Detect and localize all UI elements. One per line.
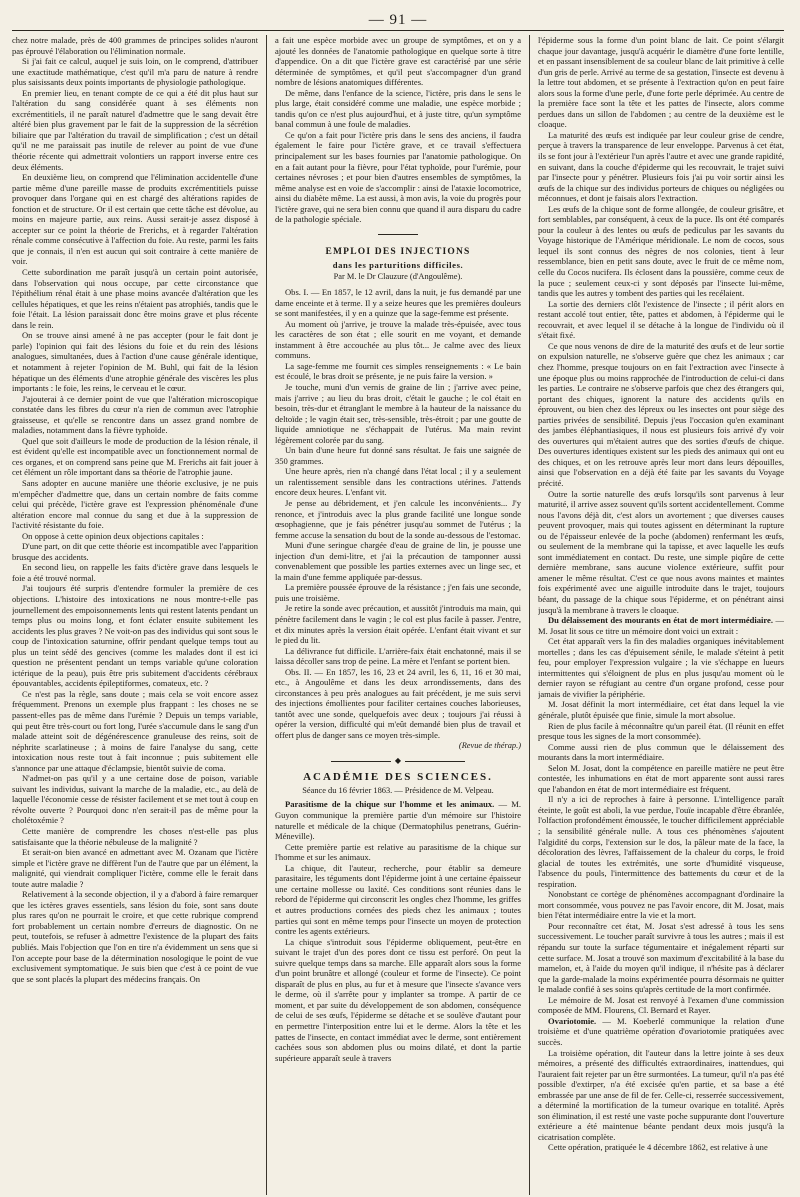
- paragraph: Les œufs de la chique sont de forme allongée, de couleur grisâtre, et fort semblables, par conséquent, à ceux de la puce. Ils ont été comparés pour la couleur à des lentes ou œufs de pediculus par les savants du Voyage historique de l'Amérique méridionale. Le nom de cocos, sous lequel ils sont connus des nègres de nos colonies, tient à leur ressemblance, bien en petit sans doute, avec le fruit de ce même nom, celle du Cocos nucifera. Ils éclosent dans la poussière, comme ceux de la puce ; seulement ceux-ci y sont déposés par l'insecte lui-même, tandis que les autres y tombent des parties qui les recélaient.: [538, 203, 784, 299]
- paragraph: J'ajouterai à ce dernier point de vue que l'altération microscopique constatée dans les fibres du cœur n'a rien de commun avec l'atrophie graisseuse, et qu'elle se rencontre dans un assez grand nombre de maladies, notamment dans la fièvre typhoïde.: [12, 393, 258, 436]
- section-heading: ACADÉMIE DES SCIENCES.: [303, 771, 493, 784]
- paragraph: Rien de plus facile à méconnaître qu'un pareil état. (Il réunit en effet presque tous les signes de la mort consommée).: [538, 720, 784, 742]
- paragraph: Du délaissement des mourants en état de mort intermédiaire. — M. Josat lit sous ce titre un mémoire dont voici un extrait :: [538, 615, 784, 636]
- column-1: [12, 35, 258, 1195]
- paragraph: Relativement à la seconde objection, il y a d'abord à faire remarquer que les ictères graves essentiels, sans lésion du foie, sont sans doute plus rares qu'on ne pourrait le croire, et que cette rubrique comprend fort probablement un certain nombre d'erreurs de diagnostic. On ne peut, toutefois, se refuser à admettre l'existence de la plupart des faits publiés. Mais l'objection que l'on en tire n'a évidemment un sens que si l'on accepte pour base de la détermination nosologique le point de vue exclusivement symptomatique. Je suis bien que c'est à ce point de vue que se sont placés la plupart des médecins français. On: [12, 889, 258, 984]
- paragraph: Un bain d'une heure fut donné sans résultat. Je fais une saignée de 350 grammes.: [275, 445, 521, 466]
- paragraph: D'une part, on dit que cette théorie est incompatible avec l'apparition brusque des accidents.: [12, 541, 258, 562]
- paragraph: Cette subordination me paraît jusqu'à un certain point autorisée, dans l'observation qui nous occupe, par cette circonstance que l'épithélium rénal était à une phase moins avancée d'altération que les cellules hépatiques, et que les reins n'étaient pas atrophiés, tandis que le foie l'était. La lésion paraissait donc être moins grave et plus récente dans le rein.: [12, 267, 258, 330]
- paragraph: Au moment où j'arrive, je trouve la malade très-épuisée, avec tous les caractères de son état ; elle sourit en me voyant, et demande instamment à être accouchée au plus tôt... Je calme avec des lieux communs.: [275, 318, 521, 361]
- paragraph: J'ai toujours été surpris d'entendre formuler la première de ces objections. L'histoire des intoxications ne nous montre-t-elle pas journellement des empoisonnements lents qui restent latents pendant un temps plus ou moins long, et font éclater ensuite subitement les accidents les plus graves ? Ne voit-on pas des individus qui sont sous le coup de l'intoxication saturnine, offrir pendant quelque temps tout au plus un teint sédé des gencives (comme les malades dont il est ici question ne présentent pendant un temps variable qu'une coloration ictérique de la peau), puis être pris subitement d'accidents cérébraux épouvantables, accidents épileptiformes, comateux, etc. ?: [12, 583, 258, 689]
- paragraph: De même, dans l'enfance de la science, l'ictère, pris dans le sens le plus large, était considéré comme une maladie, une espèce morbide ; tandis qu'on ce n'est plus aujourd'hui, et à juste titre, qu'un symptôme banal commun à une foule de maladies.: [275, 87, 521, 130]
- paragraph: La sage-femme me fournit ces simples renseignements : « Le bain est écoulé, le bras droit se présente, je ne puis faire la version. »: [275, 360, 521, 382]
- paragraph: Et serait-on bien avancé en admettant avec M. Ozanam que l'ictère simple et l'ictère grave ne diffèrent l'un de l'autre que par un élément, la malignité, qui viendrait compliquer l'ictère, comme elle le ferait dans toute autre maladie ?: [12, 847, 258, 889]
- article-subtitle: dans les parturitions difficiles.: [332, 259, 464, 270]
- paragraph: Cette opération, pratiquée le 4 décembre 1862, est relative à une: [548, 1142, 768, 1153]
- paragraph: Muni d'une seringue chargée d'eau de graine de lin, je pousse une injection d'un demi-litre, et j'ai la précaution de tamponner aussi convenablement que possible les parties externes avec un linge sec, et la main d'une femme appliquée par-dessus.: [275, 540, 521, 582]
- paragraph: La troisième opération, dit l'auteur dans la lettre jointe à ses deux mémoires, a présenté des difficultés extraordinaires, inattendues, qui l'auraient fait rejeter par un être surmontées. La tumeur, qu'il n'a pas été possible d'extirper, n'a été excisée qu'en partie, et sa base a été embrassée par une anse de fil de fer. Celle-ci, resserrée successivement, a déterminé la mortification de la tumeur ovarique en totalité. Après son élimination, il est resté une vaste poche suppurante dont l'ouverture extérieure a été maintenue béante pendant deux mois jusqu'à la cicatrisation complète.: [538, 1047, 784, 1142]
- article-title: EMPLOI DES INJECTIONS: [325, 247, 471, 258]
- paragraph: Le mémoire de M. Josat est renvoyé à l'examen d'une commission composée de MM. Flourens, Cl. Bernard et Rayer.: [538, 994, 784, 1016]
- paragraph: Cet état apparaît vers la fin des maladies organiques inévitablement mortelles ; dans les cas d'épuisement sénile, le malade s'éteint à petit feu, pour employer l'expression vulgaire ; la vie s'échappe en lueurs intermittentes qui s'éloignent de plus en plus jusqu'au moment où le dernier rayon se réfugiant au centre d'un organe profond, cesse pour jamais de vivifier la périphérie.: [538, 636, 784, 699]
- paragraph: La chique s'introduit sous l'épiderme obliquement, peut-être en suivant le trajet d'un des pores dont ce tissu est perforé. On peut la suivre quelque temps dans sa marche. Elle apparaît alors sous la forme d'un point brunâtre et allongé (couleur et forme de l'insecte). Ce point disparaît de plus en plus, au fur et à mesure que l'insecte s'avance vers le derme, où il s'arrête pour y implanter sa trompe. A partir de ce moment, et par suite du développement de son abdomen, conséquence de celui de ses œufs, l'épiderme se détache et se soulève d'autant pour en permettre l'interposition entre lui et le derme. Alors la tête et les pattes de l'insecte, en contact immédiat avec le derme, sont entièrement cachées sous son abdomen plus ou moins dilaté, et dont la partie supérieure apparaît seule à travers: [275, 936, 521, 1063]
- paragraph: On oppose à cette opinion deux objections capitales :: [22, 530, 204, 541]
- paragraph: Selon M. Josat, dont la compétence en pareille matière ne peut être contestée, les inhumations en état de mort apparente sont aussi rares que l'abandon en état de mort intermédiaire est fréquent.: [538, 762, 784, 794]
- session-line: Séance du 16 février 1863. — Présidence de M. Velpeau.: [302, 785, 494, 795]
- article-author: Par M. le Dr Clauzure (d'Angoulême).: [333, 272, 463, 282]
- paragraph: Obs. I. — En 1857, le 12 avril, dans la nuit, je fus demandé par une dame enceinte et à terme. Il y a seize heures que les premières douleurs se sont manifestées, il y en a quinze que la sage-femme est présente.: [275, 287, 521, 319]
- ornament-divider: ◆: [275, 755, 521, 766]
- paragraph: chez notre malade, près de 400 grammes de principes solides n'auront pas éprouvé l'élaboration ou l'élimination normale.: [12, 35, 258, 56]
- paragraph: Je pense au débridement, et j'en calcule les inconvénients... J'y renonce, et j'introduis avec la plus grande facilité une longue sonde œsophagienne, que je fais pénétrer jusqu'au sommet de l'utérus ; la femme accuse la sensation du bout de la sonde au-dessous de l'estomac.: [275, 497, 521, 540]
- source-signature: (Revue de thérap.): [458, 740, 521, 750]
- paragraph: La maturité des œufs est indiquée par leur couleur grise de cendre, perçue à travers la transparence de leur enveloppe. Parvenus à cet état, ils se font jour à l'extérieur l'un après l'autre et avec une grande rapidité, en suivant, dans la couche d'épiderme qui les recouvrait, le trajet suivi par l'insecte pour y pénétrer. Plusieurs fois j'ai pu voir sortir ainsi les œufs de la chique sur des individus porteurs de chiques ou négligées ou méconnues, et dont je faisais alors l'extraction.: [538, 129, 784, 204]
- section-divider: [275, 229, 521, 240]
- paragraph: Comme aussi rien de plus commun que le délaissement des mourants dans la mort intermédiaire.: [538, 741, 784, 763]
- columns: [12, 35, 784, 1195]
- paragraph: Sans adopter en aucune manière une théorie exclusive, je ne puis m'empêcher d'admettre que, dans un certain nombre de faits comme celui qui précède, l'ictère grave est l'expression phénoménale d'une altération encore mal connue du sang et due à la suppression de l'activité résistante du foie.: [12, 477, 258, 531]
- header-rule: [12, 30, 784, 31]
- paragraph: Cette manière de comprendre les choses n'est-elle pas plus satisfaisante que la théorie nébuleuse de la malignité ?: [12, 826, 258, 847]
- paragraph: La sortie des derniers clôt l'existence de l'insecte ; il périt alors en restant accolé tout entier, tête, pattes et abdomen, à l'épiderme qui le recouvrait, et avec lequel il se détache à la longue de l'individu où il s'était fixé.: [538, 298, 784, 341]
- paragraph: La première poussée éprouve de la résistance ; j'en fais une seconde, puis une troisième.: [275, 582, 521, 603]
- paragraph: Je touche, muni d'un vernis de graine de lin ; j'arrive avec peine, mais j'arrive ; au lieu du bras droit, c'était le gauche ; le col était en besoin, très-dur et étranglant le membre à la hauteur de la naissance du deltoïde ; le vagin était sec, très-sensible, très-étroit ; par une goutte de liquide amniotique ne s'échappait de l'utérus. Ma main revint légèrement colorée par du sang.: [275, 381, 521, 445]
- paragraph: N'admet-on pas qu'il y a une certaine dose de poison, variable suivant les individus, suivant la marche de la maladie, etc., au delà de laquelle l'économie cesse de résister facilement et se met tout à coup en révolte ouverte ? Pourquoi donc n'en serait-il pas de même pour la cholétoxémie ?: [12, 773, 258, 826]
- paragraph: Ce n'est pas la règle, sans doute ; mais cela se voit encore assez fréquemment. Prenons un exemple plus frappant : les choses ne se passent-elles pas de même dans l'urémie ? Depuis un temps variable, qui peut être très-court ou fort long, l'urée s'accumule dans le sang d'un malade atteint soit de dégénérescence granuleuse des reins, soit de néphrite scarlatineuse ; à moins de faire l'analyse du sang, cette intoxication nous reste tout à fait inconnue ; puis subitement elle s'annonce par une attaque d'éclampsie, bientôt suivie de coma.: [12, 688, 258, 773]
- run-in-heading: Parasitisme de la chique sur l'homme et les animaux.: [285, 799, 495, 810]
- paragraph: Pour reconnaître cet état, M. Josat s'est adressé à tous les sens successivement. Le toucher paraît survivre à tous les autres ; mais il est répandu sur toute la surface tégumentaire et inégalement réparti sur cette surface. M. Josat a trouvé son maximum d'excitabilité à la base du mamelon, et, à l'aide du moyen qu'il indique, il n'hésite pas à déclarer que la garde-malade la moins expérimentée pourra désormais ne quitter le malade confié à ses soins qu'après certitude de la mort confirmée.: [538, 920, 784, 995]
- paragraph: Je retire la sonde avec précaution, et aussitôt j'introduis ma main, qui pénètre facilement dans le vagin ; le col est plus facile à passer. J'entre, et dix minutes après la version était opérée. L'enfant était vivant et sur le pied du lit.: [275, 603, 521, 646]
- paragraph: a fait une espèce morbide avec un groupe de symptômes, et on y a ajouté les données de l'anatomie pathologique en quelque sorte à titre d'appendice. On a dit que l'ictère grave est caractérisé par une série déterminée de symptômes, et qu'il peut s'accompagner d'un grand nombre de lésions anatomiques différentes.: [275, 35, 521, 88]
- paragraph: Ce que nous venons de dire de la maturité des œufs et de leur sortie on expulsion naturelle, ne s'observe guère que chez les animaux ; car chez l'homme, presque toujours on en fait l'extraction avec l'insecte à une époque plus ou moins rapprochée de l'introduction de celui-ci dans les parties. Le contraire ne s'observe parfois que chez des étrangers qui, portant des chiques, ignorent la nature des accidents qu'ils en éprouvent, ou bien chez des lépreux ou les insectes ont pour siège des parties privées de sensibilité. Depuis j'eus l'occasion qu'en examinant des jambes éléphantiasiques, il nous est plusieurs fois arrivé d'y voir des ouvertures qui m'étaient autres que des sorties d'œufs de chique. Des ouvertures identiques existent sur les pieds des animaux qui ont eu des chiques, et on les retrouve après leur mort dans leurs dépouilles, ainsi que l'observation en a déjà été faite par les savants du Voyage précité.: [538, 340, 784, 488]
- paragraph: En deuxième lieu, on comprend que l'élimination accidentelle d'une partie même d'une pareille masse de produits excrémentitiels puisse provoquer dans l'organe qui en est chargé des altérations rapides de fonction et de structure. Or il est certain que cette tâche est dévolue, au moins en majeure partie, aux reins. Aussi serait-je assez disposé à accepter sur ce point la théorie de Frerichs, et à regarder l'altération rénale comme consécutive à l'affection du foie. Au reste, parmi les faits que je connais, il n'en est aucun qui soit contraire à cette manière de voir.: [12, 172, 258, 267]
- paragraph: Ce qu'on a fait pour l'ictère pris dans le sens des anciens, il faudra également le faire pour l'ictère grave, et ce travail s'effectuera principalement sur les bases fournies par l'anatomie pathologique. On en a fait autant pour la fièvre, pour l'état typhoïde, pour l'urémie, pour certaines névroses ; et pour bien d'autres ensembles de symptômes, la même analyse est en voie de s'accomplir : ainsi de l'ataxie locomotrice, ainsi du diabète même. La est aussi, à mon avis, la voie du progrès pour l'ictère grave, qui ne sera bien connu que quand il aura disparu du cadre de la pathologie spéciale.: [275, 129, 521, 225]
- paragraph: Ovariotomie. — M. Koeberlé communique la relation d'une troisième et d'une quatrième opération d'ovariotomie pratiquées avec succès.: [538, 1015, 784, 1047]
- paragraph: l'épiderme sous la forme d'un point blanc de lait. Ce point s'élargit chaque jour davantage, jusqu'à acquérir le diamètre d'une forte lentille, et en passant insensiblement de sa couleur blanc de lait primitive à celle d'un gris de perle. Arrivé au terme de sa gestation, l'insecte est devenu à la lettre tout abdomen, et se présente à l'extraction qu'on en peut faire alors sous la forme d'une perle, d'une forte perle déprimée. Au centre de la première face sont la tête et les pattes de l'insecte, alors comme perdues dans un sillon de l'abdomen ; au centre de la deuxième est le cloaque.: [538, 35, 784, 130]
- paragraph: En premier lieu, en tenant compte de ce qui a été dit plus haut sur l'altération du sang considérée quant à ses éléments non excrémentitiels, il ne paraît naturel d'admettre que le sang devait être altéré bien plus gravement par le fait de la suppression de la sécrétion biliaire que par l'altération du travail de simplification ; c'est un détail qu'il ne me paraissait pas inutile de relever au point de vue d'une théorie récente qui admettrait volontiers un rapport inverse entre ces deux éléments.: [12, 87, 258, 172]
- paragraph: La chique, dit l'auteur, recherche, pour établir sa demeure parasitaire, les téguments dont l'épiderme joint à une certaine épaisseur une certaine mollesse ou laxité. Ces conditions sont réunies dans le rebord de l'épiderme qui circonscrit les ongles chez l'homme, les griffes et autres productions cornées des pieds chez les animaux ; toutes parties qui sont en même temps pour l'insecte un moyen de protection contre les agents extérieurs.: [275, 862, 521, 937]
- paragraph: Si j'ai fait ce calcul, auquel je suis loin, on le comprend, d'attribuer une exactitude mathématique, c'est qu'il m'a paru de nature à rendre plus saisissants deux points importants de physiologie pathologique.: [12, 56, 258, 88]
- paragraph: M. Josat définit la mort intermédiaire, cet état dans lequel la vie générale, plutôt épuisée que finie, simule la mort absolue.: [538, 699, 784, 720]
- column-rule: [529, 35, 530, 1195]
- paragraph: Outre la sortie naturelle des œufs lorsqu'ils sont parvenus à leur maturité, il arrive assez souvent qu'ils sortent accidentellement. Comme nous l'avons déjà dit, c'est alors un avortement ; que diverses causes peuvent provoquer, mais qui toutes agissent en déterminant la rupture ou de l'épaisseur enlevée de la poche (abdomen) renfermant les œufs, ou seulement de la membrane qui la tapisse, et avec laquelle les œufs sont immédiatement en contact. Du reste, une simple piqûre de cette dernière membrane, sans aucune violence extérieure, suffit pour amener le même résultat. C'est ce que nous avons maintes et maintes fois expérimenté avec une aiguille introduite dans le trajet, toujours béant, du passage de la chique sous l'épiderme, et on pénétrant ainsi jusqu'à la membrane à travers le cloaque.: [538, 488, 784, 615]
- paragraph: Cette première partie est relative au parasitisme de la chique sur l'homme et sur les animaux.: [275, 841, 521, 863]
- paragraph: La délivrance fut difficile. L'arrière-faix était enchatonné, mais il se laissa décoller sans trop de peine. La mère et l'enfant se portent bien.: [275, 645, 521, 667]
- page-folio: — 91 —: [368, 12, 428, 28]
- paragraph: Une heure après, rien n'a changé dans l'état local ; il y a seulement un ralentissement sensible dans les contractions utérines. J'attends encore deux heures. L'enfant vit.: [275, 466, 521, 498]
- paragraph: Il n'y a ici de reproches à faire à personne. L'intelligence paraît éteinte, le goût est aboli, la vue perdue, l'ouïe incapable d'être ébranlée, l'olfaction profondément émoussée, le toucher difficilement appréciable ; la sensibilité générale nulle. A tous ces phénomènes s'ajoutent l'algidité du corps, l'extension sur le dos, la pâleur mate de la face, la décoloration des lèvres, l'affaissement de la chaleur du corps, le froid glacial de toutes les extrémités, une sorte d'humidité visqueuse, l'absence du pouls, l'intermittence des battements du cœur et de la respiration.: [538, 794, 784, 889]
- column-rule: [266, 35, 267, 1195]
- paragraph: Obs. II. — En 1857, les 16, 23 et 24 avril, les 6, 11, 16 et 30 mai, etc., à Angoulême et dans les deux arrondissements, dans des circonstances à peu près analogues au fait précédent, je me suis servi des injections émollientes pour faciliter certaines couches laborieuses, tantôt avec une sonde, quelquefois avec deux ; toujours j'ai réussi à opérer la version, difficulté qui m'eût demandé bien plus de travail et offert plus de danger sans ce moyen très-simple.: [275, 666, 521, 740]
- paragraph: Quel que soit d'ailleurs le mode de production de la lésion rénale, il est évident qu'elle est incompatible avec un fonctionnement normal de ces organes, et on comprend sans peine que M. Frerichs ait fait jouer à cet élément un rôle important dans sa théorie de l'atrophie jaune.: [12, 435, 258, 478]
- column-2: [275, 35, 521, 1195]
- run-in-heading: Ovariotomie.: [548, 1015, 597, 1026]
- run-in-heading: Du délaissement des mourants en état de mort intermédiaire.: [548, 615, 773, 626]
- column-3: [538, 35, 784, 1195]
- paragraph: Parasitisme de la chique sur l'homme et les animaux. — M. Guyon communique la première partie d'un mémoire sur l'histoire naturelle et médicale de la chique (Dermatophilus penetrans, Guérin-Méneville).: [275, 799, 521, 842]
- paragraph: En second lieu, on rappelle les faits d'ictère grave dans lesquels le foie a été trouvé normal.: [12, 562, 258, 583]
- paragraph: On se trouve ainsi amené à ne pas accepter (pour le fait dont je parle) l'opinion qui fait des lésions du foie et du rein des lésions analogues, simultanées, dues à l'action d'une cause générale identique, et notamment à rejeter l'opinion de M. Buhl, qui fait de la lésion hépatique un des éléments d'une atrophie générale des viscères les plus importants : le foie, les reins, le cerveau et le cœur.: [12, 330, 258, 394]
- paragraph: Nonobstant ce cortège de phénomènes accompagnant d'ordinaire la mort consommée, vous pouvez ne pas l'avoir encore, dit M. Josat, mais bien l'état intermédiaire entre la vie et la mort.: [538, 889, 784, 921]
